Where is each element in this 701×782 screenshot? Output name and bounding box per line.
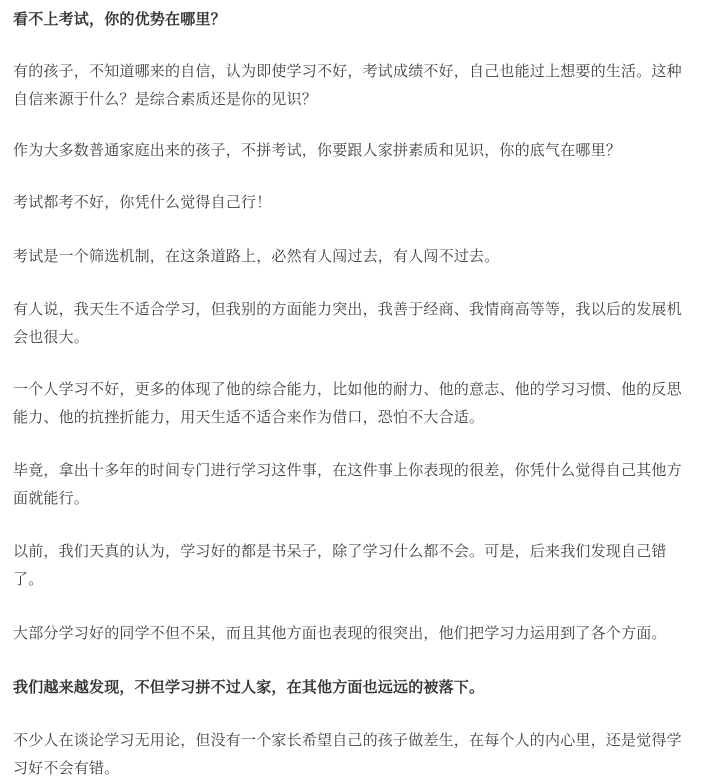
closing-paragraph: 不少人在谈论学习无用论，但没有一个家长希望自己的孩子做差生，在每个人的内心里，还是觉得学习好不会有错。 [13,731,682,777]
paragraph-9: 大部分学习好的同学不但不呆，而且其他方面也表现的很突出，他们把学习力运用到了各个方面。 [13,624,667,642]
paragraph-1: 有的孩子，不知道哪来的自信，认为即使学习不好，考试成绩不好，自己也能过上想要的生活。这种自信来源于什么？是综合素质还是你的见识？ [13,62,682,108]
paragraph-6: 一个人学习不好，更多的体现了他的综合能力，比如他的耐力、他的意志、他的学习习惯、他的反思能力、他的抗挫折能力，用天生适不适合来作为借口，恐怕不大合适。 [13,380,682,426]
paragraph-5: 有人说，我天生不适合学习，但我别的方面能力突出，我善于经商、我情商高等等，我以后的发展机会也很大。 [13,300,682,346]
paragraph-7: 毕竟，拿出十多年的时间专门进行学习这件事，在这件事上你表现的很差，你凭什么觉得自己其他方面就能行。 [13,461,682,507]
paragraph-8: 以前，我们天真的认为，学习好的都是书呆子，除了学习什么都不会。可是，后来我们发现自己错了。 [13,542,667,588]
paragraph-2: 作为大多数普通家庭出来的孩子，不拼考试，你要跟人家拼素质和见识，你的底气在哪里？ [13,141,622,159]
emphasis-paragraph: 我们越来越发现，不但学习拼不过人家，在其他方面也远远的被落下。 [13,678,485,696]
paragraph-3: 考试都考不好，你凭什么觉得自己行！ [13,193,272,211]
paragraph-4: 考试是一个筛选机制，在这条道路上，必然有人闯过去，有人闯不过去。 [13,247,500,265]
article-heading: 看不上考试，你的优势在哪里？ [13,10,226,28]
